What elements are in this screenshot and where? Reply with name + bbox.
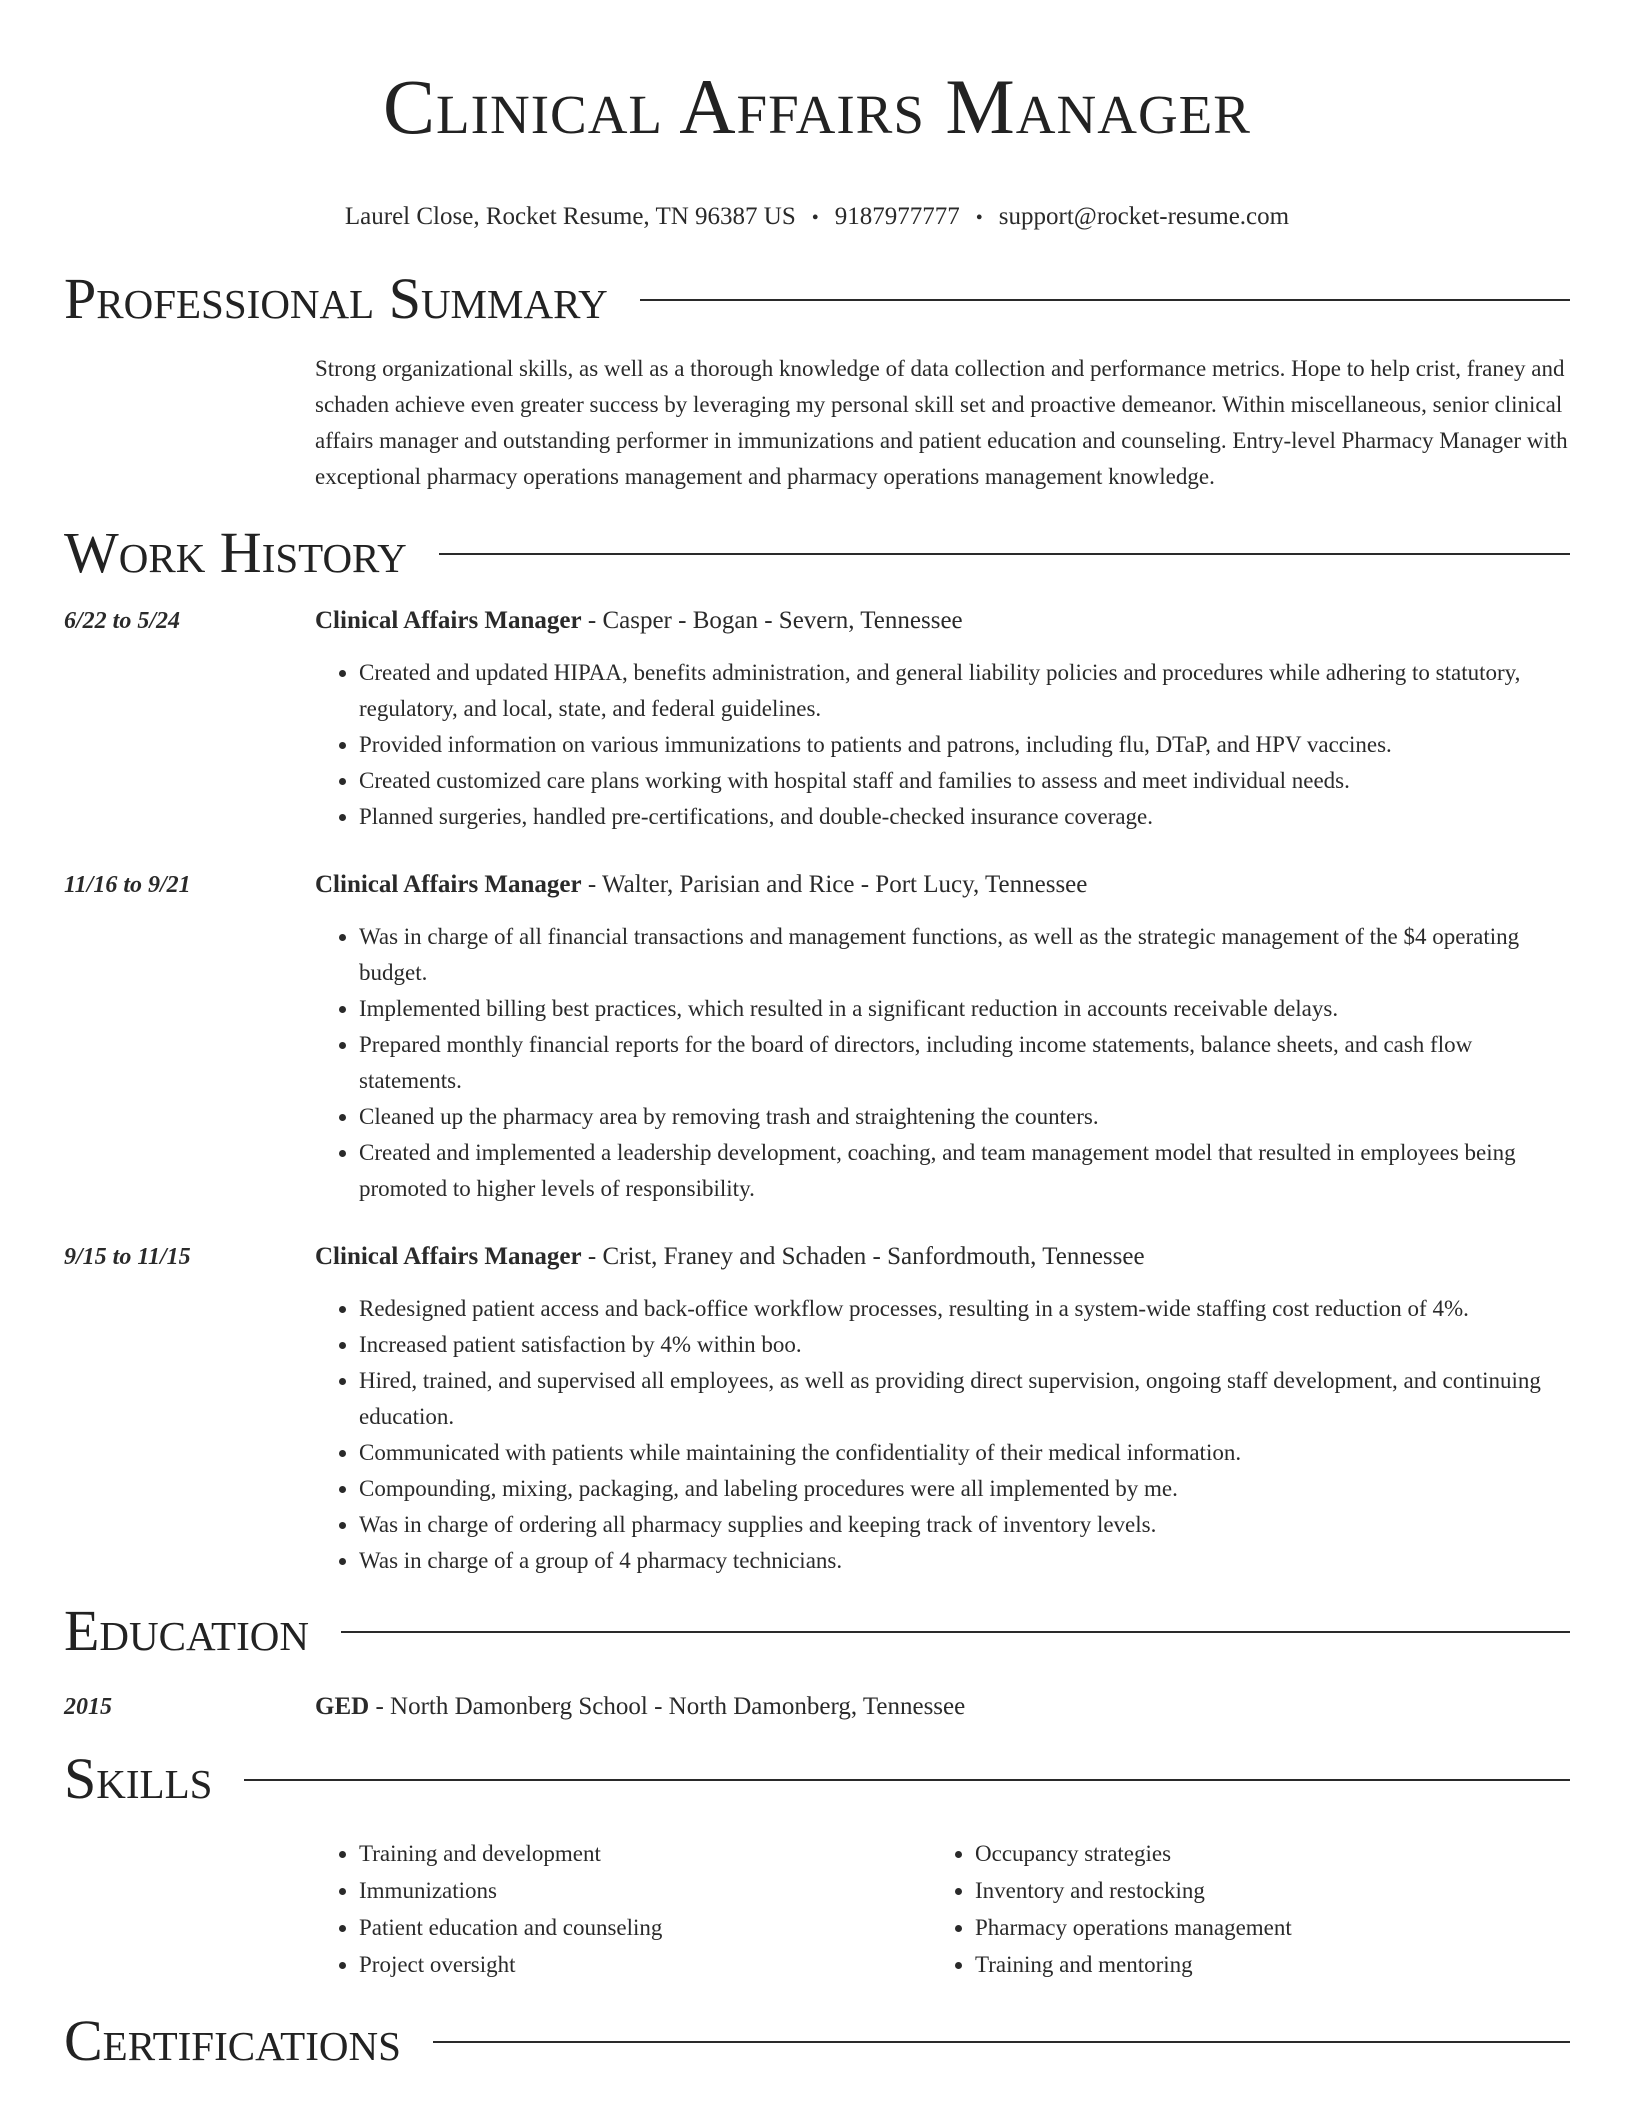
skills-list-left bbox=[315, 1835, 931, 1983]
section-divider bbox=[341, 1631, 1570, 1633]
job-dates: 11/16 to 9/21 bbox=[64, 872, 191, 898]
skill-item: • Inventory and restocking bbox=[975, 1872, 1292, 1909]
skills-list-right bbox=[931, 1835, 1292, 1983]
job-bullet: • Created and implemented a leadership development, coaching, and team management model that resulted in employees being promoted to higher levels of responsibility. bbox=[359, 1135, 1570, 1207]
job-bullets bbox=[315, 1291, 1570, 1579]
job-bullet: • Created customized care plans working with hospital staff and families to assess and meet individual needs. bbox=[359, 763, 1570, 799]
job-title: Clinical Affairs Manager bbox=[315, 871, 582, 898]
section-header-education bbox=[64, 1598, 1570, 1663]
job-employer: - Walter, Parisian and Rice - Port Lucy, Tennessee bbox=[581, 871, 1088, 898]
job-bullet: • Communicated with patients while maintaining the confidentiality of their medical information. bbox=[359, 1435, 1570, 1471]
job-bullets bbox=[315, 655, 1570, 835]
job-bullet: • Planned surgeries, handled pre-certifications, and double-checked insurance coverage. bbox=[359, 799, 1570, 835]
education-line bbox=[315, 1689, 1570, 1725]
job-title: Clinical Affairs Manager bbox=[315, 1243, 582, 1270]
section-divider bbox=[244, 1779, 1570, 1781]
job-bullet: • Prepared monthly financial reports for the board of directors, including income statements, balance sheets, and cash flow statements. bbox=[359, 1027, 1570, 1099]
job-bullet: • Implemented billing best practices, which resulted in a significant reduction in accounts receivable delays. bbox=[359, 991, 1570, 1027]
skills-columns bbox=[315, 1835, 1570, 1983]
job-title-line bbox=[315, 867, 1570, 903]
skill-item: • Patient education and counseling bbox=[359, 1909, 931, 1946]
education-year: 2015 bbox=[64, 1694, 112, 1720]
education-school: - North Damonberg School - North Damonberg, Tennessee bbox=[369, 1693, 966, 1720]
education-entry bbox=[64, 1689, 1570, 1725]
skill-item: • Pharmacy operations management bbox=[975, 1909, 1292, 1946]
job-content bbox=[315, 603, 1570, 835]
section-header-summary bbox=[64, 266, 1570, 331]
job-title-line bbox=[315, 603, 1570, 639]
section-title-certifications: Certifications bbox=[64, 2008, 401, 2073]
job-bullet: • Cleaned up the pharmacy area by removing trash and straightening the counters. bbox=[359, 1099, 1570, 1135]
section-title-skills: Skills bbox=[64, 1746, 213, 1811]
job-content bbox=[315, 867, 1570, 1207]
summary-text: Strong organizational skills, as well as a thorough knowledge of data collection and performance metrics. Hope to help crist, franey and schaden achieve even greater success by leveraging my personal skill set and proactive demeanor. Within miscellaneous, senior clinical affairs manager and outstanding performer in immunizations and patient education and counseling. Entry-level Pharmacy Manager with exceptional pharmacy operations management and pharmacy operations management knowledge. bbox=[315, 356, 1568, 489]
job-bullet: • Created and updated HIPAA, benefits administration, and general liability policies and procedures while adhering to statutory, regulatory, and local, state, and federal guidelines. bbox=[359, 655, 1570, 727]
contact-line bbox=[64, 202, 1570, 233]
resume-page bbox=[64, 0, 1570, 2071]
job-bullet: • Was in charge of a group of 4 pharmacy technicians. bbox=[359, 1543, 1570, 1579]
section-header-work-history bbox=[64, 520, 1570, 585]
job-bullet: • Increased patient satisfaction by 4% within boo. bbox=[359, 1327, 1570, 1363]
contact-email[interactable]: support@rocket-resume.com bbox=[998, 203, 1290, 230]
section-divider bbox=[640, 299, 1570, 301]
section-header-certifications bbox=[64, 2008, 1570, 2073]
section-title-summary: Professional Summary bbox=[64, 266, 608, 331]
contact-address: Laurel Close, Rocket Resume, TN 96387 US bbox=[344, 203, 796, 230]
job-title-line bbox=[315, 1239, 1570, 1275]
skill-item: • Immunizations bbox=[359, 1872, 931, 1909]
section-title-education: Education bbox=[64, 1598, 309, 1663]
job-bullets bbox=[315, 919, 1570, 1207]
job-employer: - Crist, Franey and Schaden - Sanfordmouth, Tennessee bbox=[581, 1243, 1145, 1270]
skill-item: • Project oversight bbox=[359, 1946, 931, 1983]
job-dates: 9/15 to 11/15 bbox=[64, 1244, 191, 1270]
section-header-skills bbox=[64, 1746, 1570, 1811]
job-bullet: • Redesigned patient access and back-office workflow processes, resulting in a system-wide staffing cost reduction of 4%. bbox=[359, 1291, 1570, 1327]
education-degree: GED bbox=[315, 1693, 370, 1720]
contact-separator: • bbox=[975, 207, 983, 229]
resume-title: Clinical Affairs Manager bbox=[383, 63, 1251, 150]
skill-item: • Training and development bbox=[359, 1835, 931, 1872]
job-entry bbox=[64, 1239, 1570, 1579]
education-content bbox=[315, 1689, 1570, 1725]
job-bullet: • Was in charge of ordering all pharmacy supplies and keeping track of inventory levels. bbox=[359, 1507, 1570, 1543]
job-entry bbox=[64, 867, 1570, 1207]
job-entry bbox=[64, 603, 1570, 835]
section-divider bbox=[439, 553, 1570, 555]
section-title-work-history: Work History bbox=[64, 520, 407, 585]
job-title: Clinical Affairs Manager bbox=[315, 607, 582, 634]
job-employer: - Casper - Bogan - Severn, Tennessee bbox=[581, 607, 963, 634]
contact-separator: • bbox=[811, 207, 819, 229]
job-content bbox=[315, 1239, 1570, 1579]
contact-phone: 9187977777 bbox=[834, 203, 960, 230]
skill-item: • Training and mentoring bbox=[975, 1946, 1292, 1983]
job-bullet: • Hired, trained, and supervised all employees, as well as providing direct supervision, ongoing staff development, and continuing education. bbox=[359, 1363, 1570, 1435]
job-bullet: • Provided information on various immunizations to patients and patrons, including flu, DTaP, and HPV vaccines. bbox=[359, 727, 1570, 763]
job-bullet: • Was in charge of all financial transactions and management functions, as well as the strategic management of the $4 operating budget. bbox=[359, 919, 1570, 991]
skill-item: • Occupancy strategies bbox=[975, 1835, 1292, 1872]
section-divider bbox=[433, 2041, 1570, 2043]
job-dates: 6/22 to 5/24 bbox=[64, 608, 181, 634]
job-bullet: • Compounding, mixing, packaging, and labeling procedures were all implemented by me. bbox=[359, 1471, 1570, 1507]
